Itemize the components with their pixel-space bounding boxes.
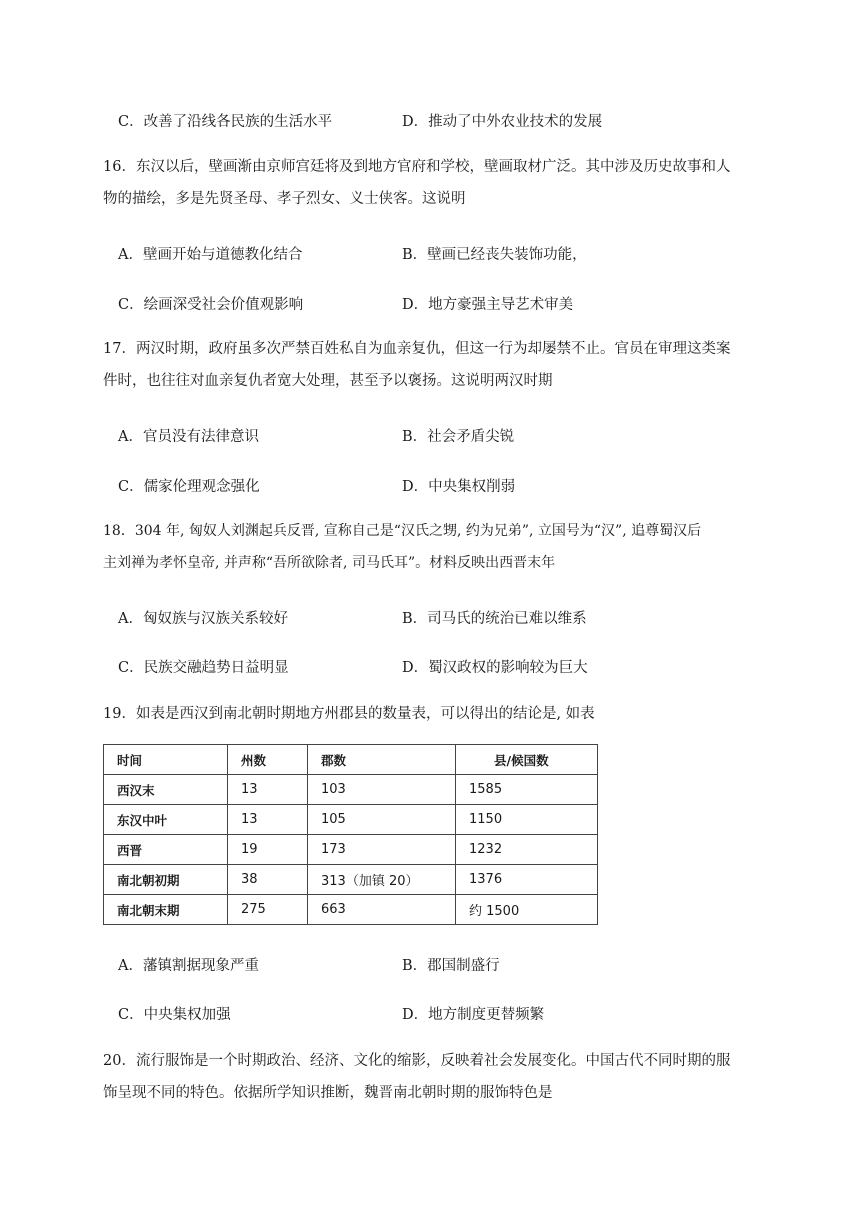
table-cell: 13 (228, 775, 308, 805)
table-cell: 1376 (456, 865, 598, 895)
q19-option-b: B．郡国制盛行 (402, 958, 500, 974)
table-row (104, 805, 598, 835)
table-cell: 173 (308, 835, 456, 865)
q17-options-row-2 (118, 475, 758, 497)
q17-option-d: D．中央集权削弱 (402, 479, 516, 495)
q19-option-a: A．藩镇割据现象严重 (118, 958, 259, 974)
q16-stem (103, 151, 763, 215)
q16-options-row-2 (118, 293, 758, 315)
q19-line-1: 19．如表是西汉到南北朝时期地方州郡县的数量表，可以得出的结论是, 如表 (103, 706, 595, 722)
q17-stem (103, 333, 763, 397)
q18-line-1: 18．304 年, 匈奴人刘渊起兵反晋, 宣称自己是“汉氏之甥, 约为兄弟”, 立国号为“汉”, 追尊蜀汉后 (103, 523, 702, 539)
table-cell: 103 (308, 775, 456, 805)
q17-option-a: A．官员没有法律意识 (118, 429, 259, 445)
q19-option-c: C．中央集权加强 (118, 1007, 231, 1023)
table-cell: 13 (228, 805, 308, 835)
q15-options-row (118, 110, 758, 132)
table-row (104, 865, 598, 895)
q19-option-d: D．地方制度更替频繁 (402, 1007, 545, 1023)
table-cell: 19 (228, 835, 308, 865)
q20-stem (103, 1045, 763, 1109)
q17-option-c: C．儒家伦理观念强化 (118, 479, 260, 495)
q19-options-row-2 (118, 1003, 758, 1025)
table-cell: 275 (228, 895, 308, 925)
table-cell: 约 1500 (456, 895, 598, 925)
table-row (104, 835, 598, 865)
table-cell: 105 (308, 805, 456, 835)
table-header-cell: 时间 (104, 745, 228, 775)
q16-line-1: 16．东汉以后，壁画渐由京师宫廷将及到地方官府和学校，壁画取材广泛。其中涉及历史故事和人 (103, 159, 731, 175)
q18-option-c: C．民族交融趋势日益明显 (118, 660, 289, 676)
q17-line-2: 件时，也往往对血亲复仇者宽大处理，甚至予以褒扬。这说明两汉时期 (103, 373, 553, 389)
table-header-row (104, 745, 598, 775)
q17-options-row-1 (118, 425, 758, 447)
table-cell: 313（加镇 20） (308, 865, 456, 895)
q16-option-d: D．地方豪强主导艺术审美 (402, 297, 574, 313)
q20-line-1: 20．流行服饰是一个时期政治、经济、文化的缩影，反映着社会发展变化。中国古代不同时期的服 (103, 1053, 731, 1069)
table-cell: 38 (228, 865, 308, 895)
table-cell: 西晋 (104, 835, 228, 865)
table-cell: 663 (308, 895, 456, 925)
table-cell: 南北朝初期 (104, 865, 228, 895)
table-cell: 1150 (456, 805, 598, 835)
table-cell: 1232 (456, 835, 598, 865)
q18-options-row-2 (118, 656, 758, 678)
table-header-cell: 州数 (228, 745, 308, 775)
table-cell: 东汉中叶 (104, 805, 228, 835)
table-cell: 西汉末 (104, 775, 228, 805)
table-row (104, 895, 598, 925)
q18-options-row-1 (118, 607, 758, 629)
q20-line-2: 饰呈现不同的特色。依据所学知识推断，魏晋南北朝时期的服饰特色是 (103, 1085, 553, 1101)
q16-line-2: 物的描绘，多是先贤圣母、孝子烈女、义士侠客。这说明 (103, 191, 466, 207)
table-row (104, 775, 598, 805)
table-cell: 1585 (456, 775, 598, 805)
q18-option-a: A．匈奴族与汉族关系较好 (118, 611, 288, 627)
q17-option-b: B．社会矛盾尖锐 (402, 429, 515, 445)
q16-option-a: A．壁画开始与道德教化结合 (118, 247, 303, 263)
q17-line-1: 17．两汉时期，政府虽多次严禁百姓私自为血亲复仇，但这一行为却屡禁不止。官员在审理这类案 (103, 341, 731, 357)
table-cell: 南北朝末期 (104, 895, 228, 925)
q18-line-2: 主刘禅为孝怀皇帝, 并声称“吾所欲除者, 司马氏耳”。材料反映出西晋末年 (103, 555, 556, 571)
q18-option-b: B．司马氏的统治已难以维系 (402, 611, 587, 627)
q15-option-c: C．改善了沿线各民族的生活水平 (118, 114, 333, 130)
county-count-table (103, 744, 598, 925)
q16-option-c: C．绘画深受社会价值观影响 (118, 297, 304, 313)
table-header-cell: 县/候国数 (456, 745, 598, 775)
q15-option-d: D．推动了中外农业技术的发展 (402, 114, 603, 130)
table-header-cell: 郡数 (308, 745, 456, 775)
q16-option-b: B．壁画已经丧失装饰功能， (402, 247, 587, 263)
q19-stem (103, 698, 763, 730)
q16-options-row-1 (118, 243, 758, 265)
q18-option-d: D．蜀汉政权的影响较为巨大 (402, 660, 588, 676)
q19-options-row-1 (118, 954, 758, 976)
q18-stem (103, 515, 763, 579)
